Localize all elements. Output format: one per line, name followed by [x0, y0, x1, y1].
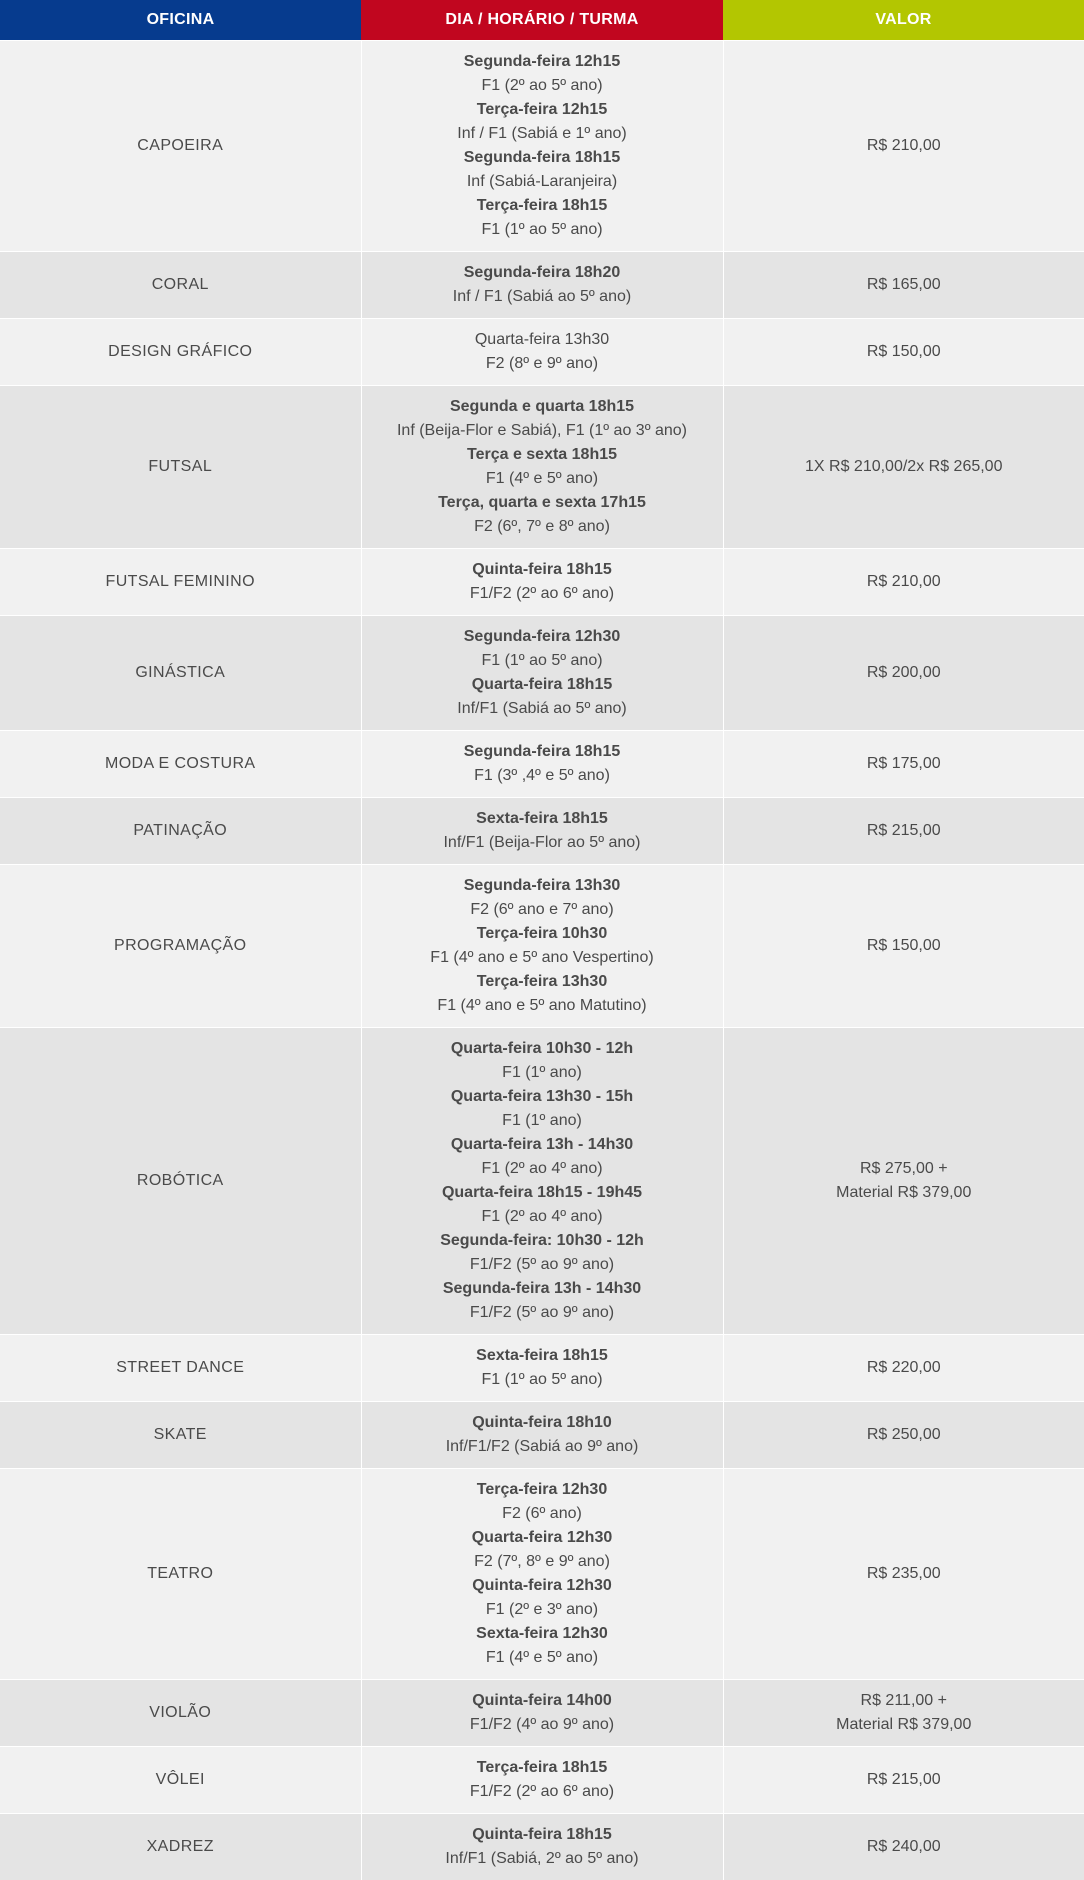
price-text: R$ 210,00 — [866, 136, 941, 154]
valor-cell — [723, 1679, 1084, 1746]
oficina-name: FUTSAL FEMININO — [0, 548, 361, 615]
schedule-day-time: Quarta-feira 10h30 - 12h — [450, 1039, 634, 1057]
table-row — [0, 1746, 1084, 1813]
schedule-day-time: Segunda-feira 13h - 14h30 — [442, 1279, 642, 1297]
schedule-class: F1 (1º ano) — [502, 1063, 582, 1081]
oficina-name: ROBÓTICA — [0, 1027, 361, 1334]
price-text: R$ 150,00 — [866, 936, 941, 954]
price-text: R$ 250,00 — [866, 1425, 941, 1443]
oficina-name: CAPOEIRA — [0, 40, 361, 251]
schedule-class: F1 (4º ano e 5º ano Matutino) — [437, 996, 647, 1014]
schedule-day-time: Segunda-feira 18h15 — [463, 742, 621, 760]
schedule-class: Quarta-feira 13h30 — [474, 330, 610, 348]
schedule-class: F1 (1º ao 5º ano) — [481, 220, 603, 238]
oficina-name: TEATRO — [0, 1468, 361, 1679]
schedule-class: F1 (2º ao 5º ano) — [481, 76, 603, 94]
schedule-cell — [361, 1027, 723, 1334]
table-row — [0, 318, 1084, 385]
table-row — [0, 797, 1084, 864]
schedule-day-time: Segunda-feira 12h30 — [463, 627, 621, 645]
price-text: R$ 210,00 — [866, 572, 941, 590]
schedule-day-time: Segunda-feira 12h15 — [463, 52, 621, 70]
valor-cell — [723, 1334, 1084, 1401]
oficina-name: GINÁSTICA — [0, 615, 361, 730]
schedule-cell — [361, 1401, 723, 1468]
price-text: R$ 150,00 — [866, 342, 941, 360]
schedule-day-time: Segunda e quarta 18h15 — [449, 397, 635, 415]
schedule-day-time: Segunda-feira 18h15 — [463, 148, 621, 166]
price-text: 1X R$ 210,00/2x R$ 265,00 — [805, 457, 1003, 475]
price-text: R$ 235,00 — [866, 1564, 941, 1582]
schedule-class: F1/F2 (2º ao 6º ano) — [469, 584, 615, 602]
oficina-name: SKATE — [0, 1401, 361, 1468]
schedule-day-time: Quinta-feira 14h00 — [472, 1691, 612, 1709]
schedule-day-time: Quinta-feira 18h10 — [472, 1413, 612, 1431]
oficina-name: PATINAÇÃO — [0, 797, 361, 864]
valor-cell — [723, 251, 1084, 318]
header-row — [0, 0, 1084, 40]
schedule-day-time: Segunda-feira: 10h30 - 12h — [440, 1231, 644, 1249]
oficina-name: VÔLEI — [0, 1746, 361, 1813]
schedule-class: F2 (7º, 8º e 9º ano) — [474, 1552, 610, 1570]
schedule-day-time: Quinta-feira 12h30 — [472, 1576, 612, 1594]
schedule-class: F1 (4º e 5º ano) — [485, 469, 599, 487]
schedule-cell — [361, 385, 723, 548]
schedule-cell — [361, 1679, 723, 1746]
schedule-class: Inf / F1 (Sabiá ao 5º ano) — [452, 287, 632, 305]
table-row — [0, 1468, 1084, 1679]
schedule-class: Inf/F1/F2 (Sabiá ao 9º ano) — [445, 1437, 639, 1455]
schedule-day-time: Terça e sexta 18h15 — [466, 445, 618, 463]
table-row — [0, 251, 1084, 318]
schedule-class: F2 (6º, 7º e 8º ano) — [474, 517, 610, 535]
price-text: R$ 200,00 — [866, 663, 941, 681]
schedule-day-time: Terça-feira 18h15 — [476, 196, 608, 214]
schedule-class: F1/F2 (4º ao 9º ano) — [469, 1715, 615, 1733]
price-text: R$ 215,00 — [866, 821, 941, 839]
valor-cell — [723, 40, 1084, 251]
valor-cell — [723, 1468, 1084, 1679]
valor-cell — [723, 615, 1084, 730]
schedule-day-time: Quarta-feira 18h15 — [471, 675, 613, 693]
valor-cell — [723, 385, 1084, 548]
schedule-day-time: Quarta-feira 18h15 - 19h45 — [441, 1183, 643, 1201]
schedule-day-time: Terça-feira 12h15 — [476, 100, 608, 118]
schedule-class: F1/F2 (2º ao 6º ano) — [469, 1782, 615, 1800]
schedule-day-time: Terça-feira 13h30 — [476, 972, 608, 990]
valor-cell — [723, 1813, 1084, 1880]
valor-cell — [723, 864, 1084, 1027]
schedule-class: F2 (8º e 9º ano) — [485, 354, 599, 372]
schedule-day-time: Sexta-feira 18h15 — [476, 809, 608, 827]
schedule-day-time: Sexta-feira 18h15 — [476, 1346, 608, 1364]
table-row — [0, 730, 1084, 797]
schedule-cell — [361, 864, 723, 1027]
schedule-day-time: Terça, quarta e sexta 17h15 — [438, 493, 646, 511]
schedule-class: Inf (Sabiá-Laranjeira) — [466, 172, 618, 190]
schedule-class: Inf/F1 (Sabiá ao 5º ano) — [457, 699, 627, 717]
schedule-class: F1 (2º ao 4º ano) — [481, 1159, 603, 1177]
schedule-class: F2 (6º ano e 7º ano) — [470, 900, 614, 918]
schedule-cell — [361, 40, 723, 251]
price-text: Material R$ 379,00 — [836, 1715, 972, 1733]
oficina-name: PROGRAMAÇÃO — [0, 864, 361, 1027]
price-text: R$ 165,00 — [866, 275, 941, 293]
valor-cell — [723, 548, 1084, 615]
valor-cell — [723, 730, 1084, 797]
schedule-cell — [361, 1746, 723, 1813]
valor-cell — [723, 318, 1084, 385]
schedule-day-time: Segunda-feira 18h20 — [463, 263, 621, 281]
oficina-name: MODA E COSTURA — [0, 730, 361, 797]
header-oficina: OFICINA — [0, 0, 361, 40]
price-text: Material R$ 379,00 — [836, 1183, 972, 1201]
schedule-cell — [361, 318, 723, 385]
schedule-day-time: Quarta-feira 12h30 — [471, 1528, 613, 1546]
table-row — [0, 864, 1084, 1027]
schedule-class: F1 (1º ao 5º ano) — [481, 651, 603, 669]
schedule-class: F1 (2º e 3º ano) — [485, 1600, 599, 1618]
schedule-class: F1 (4º e 5º ano) — [485, 1648, 599, 1666]
schedule-day-time: Quinta-feira 18h15 — [472, 560, 612, 578]
table-row — [0, 615, 1084, 730]
schedule-class: F1 (2º ao 4º ano) — [481, 1207, 603, 1225]
schedule-cell — [361, 1468, 723, 1679]
oficina-name: DESIGN GRÁFICO — [0, 318, 361, 385]
schedule-day-time: Terça-feira 18h15 — [476, 1758, 608, 1776]
oficina-name: CORAL — [0, 251, 361, 318]
valor-cell — [723, 1746, 1084, 1813]
schedule-cell — [361, 797, 723, 864]
schedule-class: F1 (3º ,4º e 5º ano) — [474, 766, 610, 784]
schedule-day-time: Terça-feira 12h30 — [476, 1480, 608, 1498]
price-text: R$ 240,00 — [866, 1837, 941, 1855]
table-header — [0, 0, 1084, 40]
schedule-day-time: Quarta-feira 13h30 - 15h — [450, 1087, 634, 1105]
price-text: R$ 275,00 + — [859, 1159, 948, 1177]
schedule-cell — [361, 730, 723, 797]
valor-cell — [723, 797, 1084, 864]
price-text: R$ 175,00 — [866, 754, 941, 772]
schedule-cell — [361, 251, 723, 318]
schedule-class: F1 (1º ao 5º ano) — [481, 1370, 603, 1388]
schedule-day-time: Quarta-feira 13h - 14h30 — [450, 1135, 634, 1153]
schedule-class: Inf / F1 (Sabiá e 1º ano) — [457, 124, 627, 142]
price-text: R$ 220,00 — [866, 1358, 941, 1376]
schedule-class: F2 (6º ano) — [502, 1504, 582, 1522]
schedule-day-time: Quinta-feira 18h15 — [472, 1825, 612, 1843]
valor-cell — [723, 1401, 1084, 1468]
schedule-class: F1 (4º ano e 5º ano Vespertino) — [430, 948, 654, 966]
header-dia-horario-turma: DIA / HORÁRIO / TURMA — [361, 0, 723, 40]
oficina-name: VIOLÃO — [0, 1679, 361, 1746]
table-row — [0, 548, 1084, 615]
table-body — [0, 40, 1084, 1880]
table-row — [0, 1813, 1084, 1880]
schedule-class: Inf/F1 (Beija-Flor ao 5º ano) — [443, 833, 641, 851]
table-row — [0, 1027, 1084, 1334]
schedule-cell — [361, 615, 723, 730]
schedule-class: Inf (Beija-Flor e Sabiá), F1 (1º ao 3º ano) — [396, 421, 688, 439]
schedule-cell — [361, 1334, 723, 1401]
schedule-class: Inf/F1 (Sabiá, 2º ao 5º ano) — [445, 1849, 639, 1867]
table-row — [0, 1334, 1084, 1401]
price-text: R$ 211,00 + — [860, 1691, 947, 1709]
schedule-cell — [361, 1813, 723, 1880]
oficina-name: STREET DANCE — [0, 1334, 361, 1401]
oficina-name: FUTSAL — [0, 385, 361, 548]
oficina-name: XADREZ — [0, 1813, 361, 1880]
schedule-class: F1 (1º ano) — [502, 1111, 582, 1129]
table-row — [0, 1679, 1084, 1746]
table-row — [0, 40, 1084, 251]
schedule-cell — [361, 548, 723, 615]
table-row — [0, 1401, 1084, 1468]
schedule-day-time: Terça-feira 10h30 — [476, 924, 608, 942]
schedule-class: F1/F2 (5º ao 9º ano) — [469, 1255, 615, 1273]
valor-cell — [723, 1027, 1084, 1334]
schedule-class: F1/F2 (5º ao 9º ano) — [469, 1303, 615, 1321]
schedule-day-time: Segunda-feira 13h30 — [463, 876, 621, 894]
table-row — [0, 385, 1084, 548]
price-text: R$ 215,00 — [866, 1770, 941, 1788]
header-valor: VALOR — [723, 0, 1084, 40]
schedule-day-time: Sexta-feira 12h30 — [476, 1624, 608, 1642]
